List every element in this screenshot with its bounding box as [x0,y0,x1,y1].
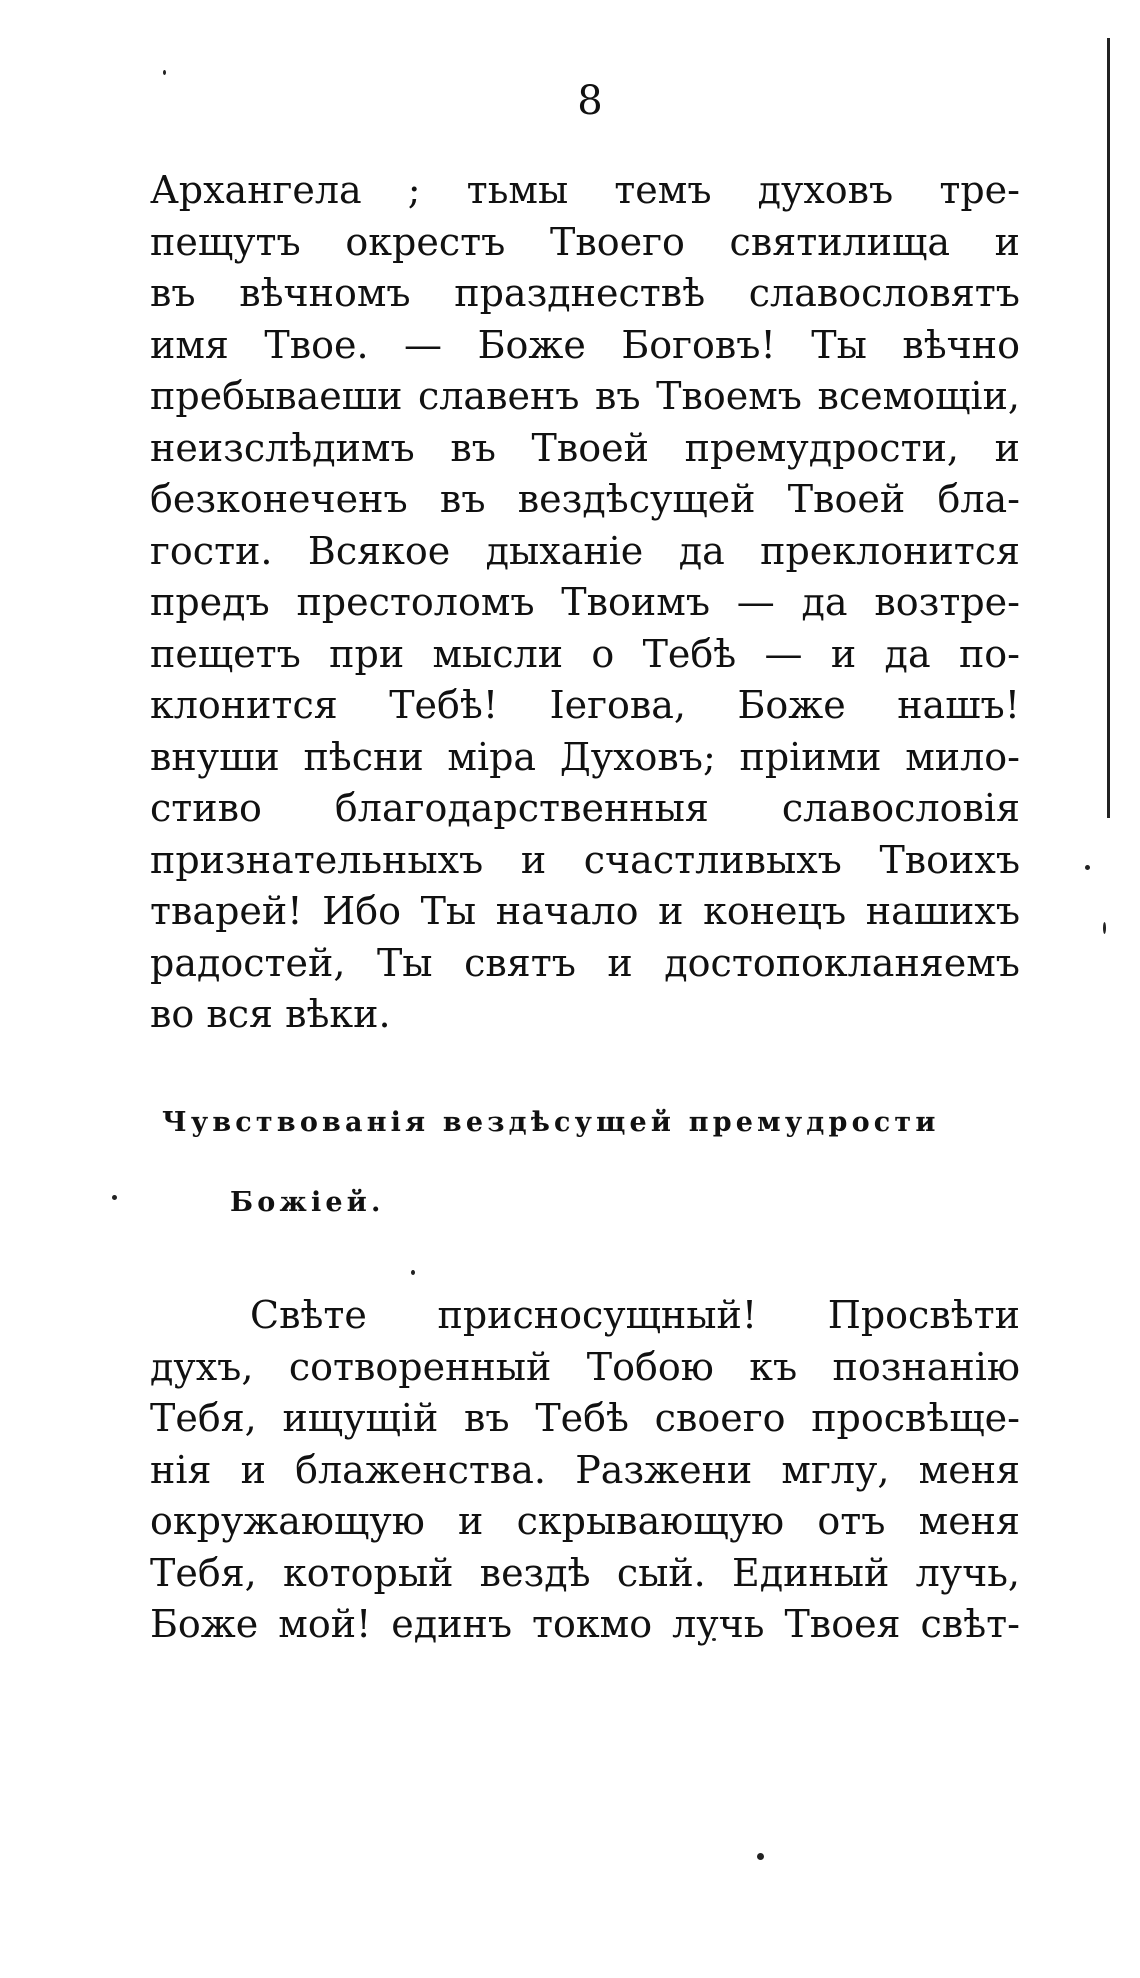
text-line: пещутъ окрестъ Твоего святилища и [150,219,1020,264]
text-line: нія и блаженства. Разжени мглу, меня [150,1447,1020,1492]
text-line: во вся вѣки. [150,992,391,1036]
text-line: безконеченъ въ вездѣсущей Твоей бла- [150,477,1020,521]
text-line: Боже мой! единъ токмо лучь Твоея свѣт- [150,1602,1020,1646]
paragraph-2 [150,1290,1020,1651]
text-line: Тебя, который вездѣ сый. Единый лучь, [150,1550,1020,1595]
text-line: гости. Всякое дыханіе да преклонится [150,528,1020,573]
text-line: предъ престоломъ Твоимъ — да возтре- [150,580,1020,624]
scan-speck [411,1270,415,1275]
text-line: Тебя, ищущій въ Тебѣ своего просвѣще- [150,1396,1020,1440]
section-heading: Чувствованія вездѣсущей премудрости [162,1107,940,1138]
scan-speck [112,1195,117,1200]
text-line: пещетъ при мысли о Тебѣ — и да по- [150,631,1020,676]
text-line: стиво благодарственныя славословія [150,786,1020,830]
text-line: клонится Тебѣ! Іегова, Боже нашъ! [150,683,1020,727]
text-line: пребываеши славенъ въ Твоемъ всемощіи, [150,374,1020,418]
text-line: внуши пѣсни міра Духовъ; пріими мило- [150,734,1020,779]
text-line: имя Твое. — Боже Боговъ! Ты вѣчно [150,322,1020,367]
scan-speck [757,1853,764,1860]
text-line: окружающую и скрывающую отъ меня [150,1499,1020,1543]
text-line: тварей! Ибо Ты начало и конецъ нашихъ [150,889,1020,933]
text-line: признательныхъ и счастливыхъ Твоихъ [150,837,1020,882]
text-line: духъ, сотворенный Тобою къ познанію [150,1344,1020,1389]
section-heading-continued: Божіей. [230,1187,385,1218]
text-line: радостей, Ты святъ и достопокланяемъ [150,940,1020,985]
paragraph-1 [150,165,1020,1041]
text-line: Архангела ; тьмы темъ духовъ тре- [150,168,1020,212]
text-line: Свѣте присносущный! Просвѣти [250,1293,1020,1337]
text-line: въ вѣчномъ празднествѣ славословятъ [150,271,1020,315]
scan-speck [163,70,166,75]
page-edge-rule [1107,38,1110,818]
text-line: неизслѣдимъ въ Твоей премудрости, и [150,425,1020,470]
scan-speck [1085,865,1090,870]
page-number: 8 [577,78,603,124]
scan-speck [1103,922,1106,934]
